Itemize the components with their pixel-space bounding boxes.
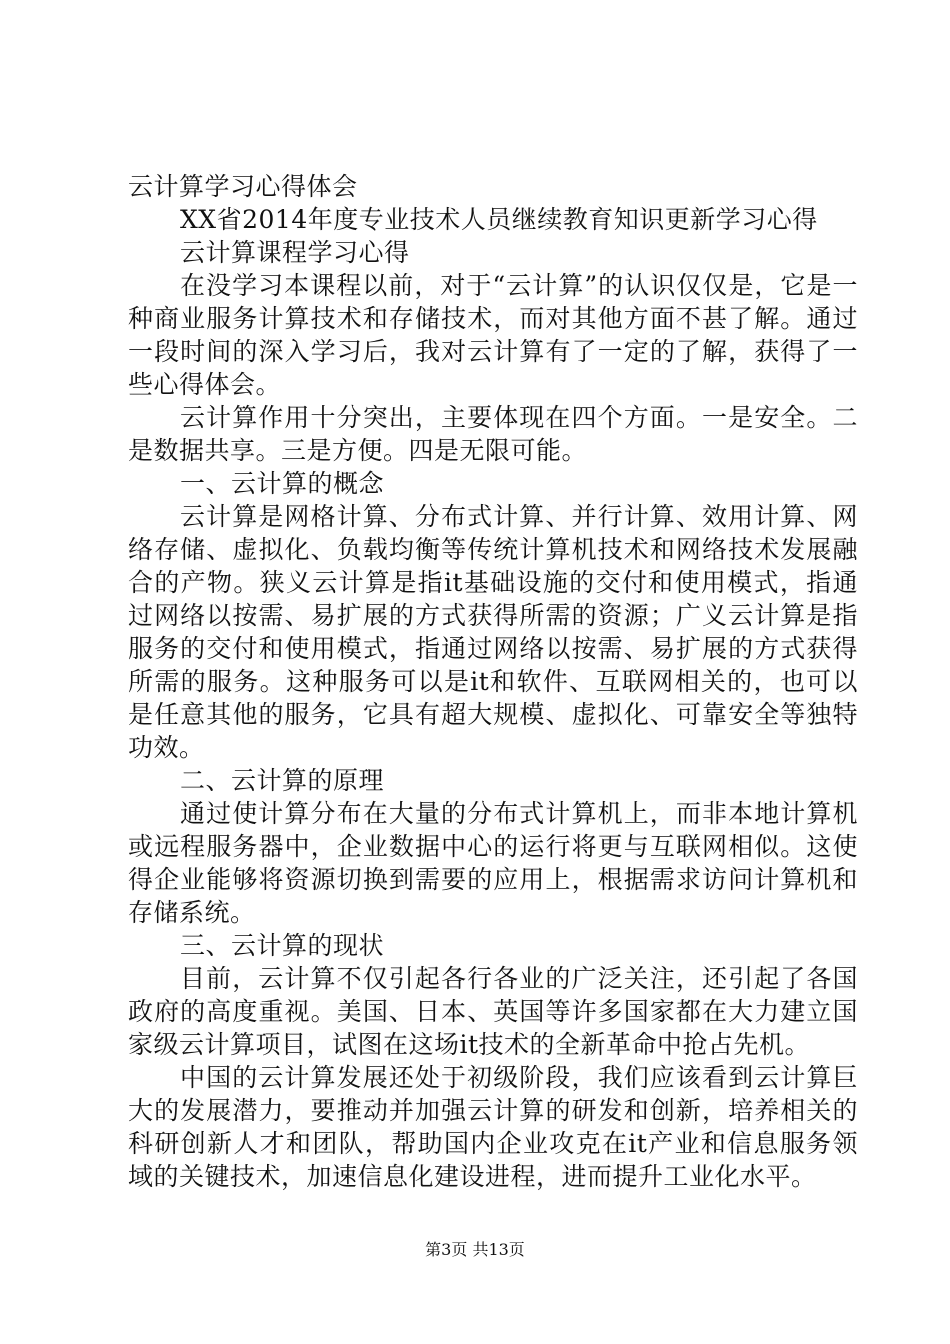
section-heading-status: 三、云计算的现状 <box>180 931 385 960</box>
subtitle-line: XX省2014年度专业技术人员继续教育知识更新学习心得 <box>180 205 818 234</box>
section-heading-concept: 一、云计算的概念 <box>180 469 385 498</box>
paragraph-intro: 在没学习本课程以前，对于“云计算”的认识仅仅是，它是一种商业服务计算技术和存储技术，而对其他方面不甚了解。通过一段时间的深入学习后，我对云计算有了一定的了解，获得了一些心得体会。 <box>128 271 858 399</box>
page-number-footer: 第3页 共13页 <box>425 1240 525 1259</box>
paragraph-concept: 云计算是网格计算、分布式计算、并行计算、效用计算、网络存储、虚拟化、负载均衡等传统计算机技术和网络技术发展融合的产物。狭义云计算是指it基础设施的交付和使用模式，指通过网络以按需、易扩展的方式获得所需的资源；广义云计算是指服务的交付和使用模式，指通过网络以按需、易扩展的方式获得所需的服务。这种服务可以是it和软件、互联网相关的，也可以是任意其他的服务，它具有超大规模、虚拟化、可靠安全等独特功效。 <box>128 502 858 762</box>
course-heading: 云计算课程学习心得 <box>180 238 410 267</box>
paragraph-function: 云计算作用十分突出，主要体现在四个方面。一是安全。二是数据共享。三是方便。四是无限可能。 <box>128 403 858 465</box>
document-title: 云计算学习心得体会 <box>128 172 358 201</box>
section-heading-principle: 二、云计算的原理 <box>180 766 385 795</box>
paragraph-principle: 通过使计算分布在大量的分布式计算机上，而非本地计算机或远程服务器中，企业数据中心的运行将更与互联网相似。这使得企业能够将资源切换到需要的应用上，根据需求访问计算机和存储系统。 <box>128 799 858 927</box>
paragraph-status: 目前，云计算不仅引起各行各业的广泛关注，还引起了各国政府的高度重视。美国、日本、英国等许多国家都在大力建立国家级云计算项目，试图在这场it技术的全新革命中抢占先机。 <box>128 964 858 1059</box>
paragraph-china: 中国的云计算发展还处于初级阶段，我们应该看到云计算巨大的发展潜力，要推动并加强云计算的研发和创新，培养相关的科研创新人才和团队，帮助国内企业攻克在it产业和信息服务领域的关键技术，加速信息化建设进程，进而提升工业化水平。 <box>128 1063 858 1191</box>
document-body <box>128 170 858 1193</box>
